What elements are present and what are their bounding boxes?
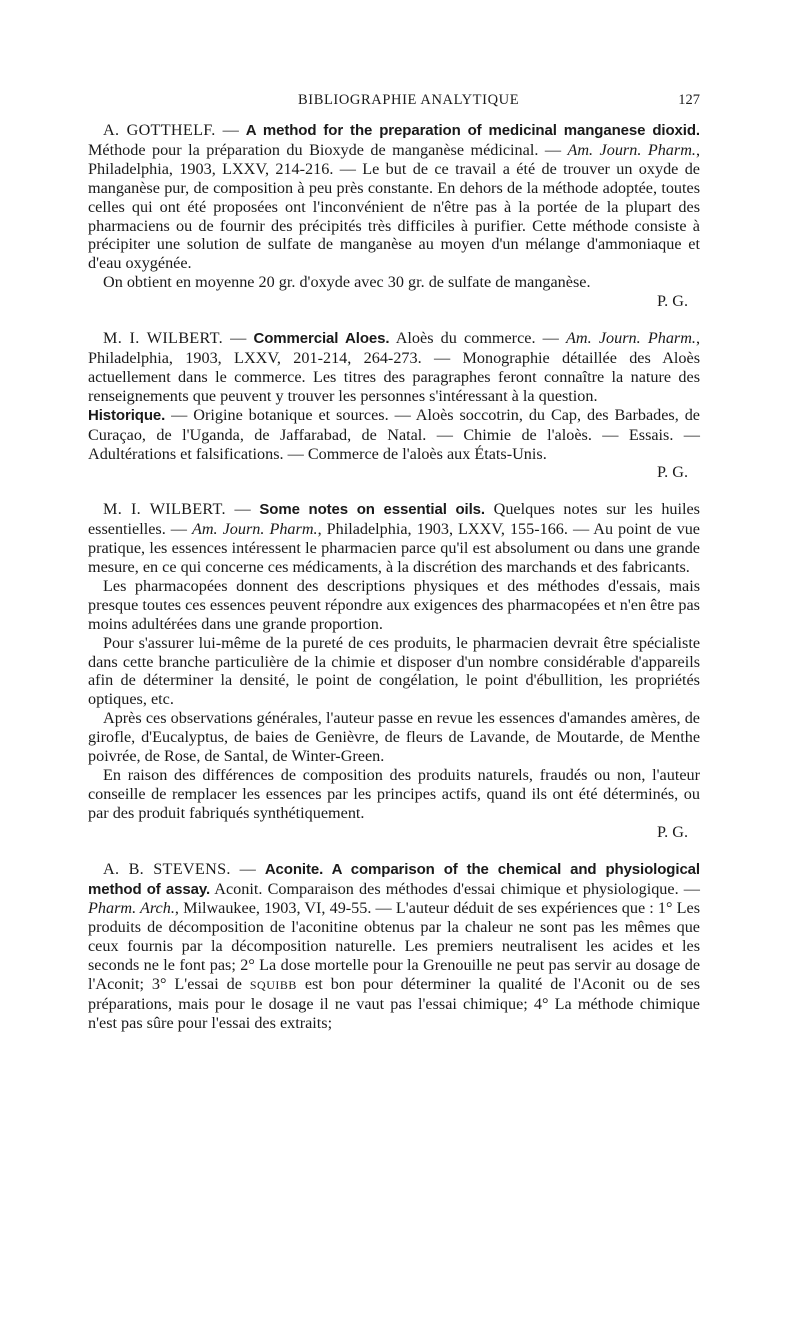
entry-signature: P. G. [656, 463, 688, 482]
entry-author: A. B. STEVENS. [103, 859, 231, 878]
entry-paragraph: A. B. STEVENS. — Aconite. A comparison of the chemical and physiological method of assay. Aconit. Comparaison des méthodes d'essai chimique et physiologique. — Pharm. Arch., Milwaukee, 1903, VI, 49-55. — L'auteur déduit de ses expériences que : 1° Les produits de décomposition de l'aconitine obtenus par la chaleur ne sont pas les mêmes que ceux fournis par la décomposition naturelle. Les premiers neutralisent les acides et les seconds ne le font pas; 2° La dose mortelle pour la Grenouille ne peut pas servir au dosage de l'Aconit; 3° L'essai de SQUIBB est bon pour déterminer la qualité de l'Aconit ou de ses préparations, mais pour le dosage il ne vaut pas l'essai chimique; 4° La méthode chimique n'est pas sûre pour l'essai des extraits; [88, 859, 700, 1032]
entry-title: Aconite. A comparison of the chemical and physiological method of assay. [88, 860, 700, 898]
running-header [88, 92, 700, 109]
entry-paragraph [88, 406, 700, 464]
entry-citation: , Philadelphia, 1903, LXXV, 155-166. — Au point de vue pratique, les essences intéressent le pharmacien parce qu'il est absolument ou dans une grande mesure, en ce qui concerne ces médicaments, à la discrétion des marchands et des fabricants. [88, 520, 700, 577]
entry-paragraph: M. I. WILBERT. — Some notes on essential oils. Quelques notes sur les huiles essentielles. — Am. Journ. Pharm., Philadelphia, 1903, LXXV, 155-166. — Au point de vue pratique, les essences intéressent le pharmacien parce qu'il est absolument ou dans une grande mesure, en ce qui concerne ces médicaments, à la discrétion des marchands et des fabricants. [88, 500, 700, 577]
entry-paragraph: On obtient en moyenne 20 gr. d'oxyde avec 30 gr. de sulfate de manganèse. [103, 273, 591, 292]
entry-title: Some notes on essential oils. [259, 501, 485, 519]
entry-paragraph: Après ces observations générales, l'auteur passe en revue les essences d'amandes amères, de girofle, d'Eucalyptus, de baies de Genièvre, de fleurs de Lavande, de Moutarde, de Menthe poivrée, de Rose, de Santal, de Winter-Green. [88, 709, 700, 766]
entry-title: Commercial Aloes. [253, 330, 390, 348]
entry-title: A method for the preparation of medicinal manganese dioxid. [245, 122, 701, 139]
bibliography-entry [88, 121, 700, 311]
entry-paragraph: Les pharmacopées donnent des descriptions physiques et des méthodes d'essais, mais presque toutes ces essences peuvent répondre aux exigences des pharmacopées et n'en être pas moins adultérées dans une grande proportion. [88, 576, 700, 633]
entry-author: M. I. WILBERT. [103, 329, 223, 348]
entry-summary: Aloès du commerce. — [389, 329, 567, 348]
section-title: Historique. [88, 406, 166, 424]
entry-citation: , Philadelphia, 1903, LXXV, 214-216. — Le but de ce travail a été de trouver un oxyde de manganèse pur, de composition à peu près constante. En dehors de la méthode adoptée, toutes celles qui ont été proposées ont l'inconvénient de n'être pas à la portée de la plupart des pharmaciens ou de fournir des précipités très difficiles à purifier. Cette méthode consiste à précipiter une solution de sulfate de manganèse au moyen d'un mélange d'ammoniaque et d'eau oxygénée. [88, 140, 700, 273]
bibliography-entry [88, 860, 700, 1033]
entry-summary: Quelques notes sur les huiles essentielles. — [88, 500, 700, 539]
entry-citation: , Philadelphia, 1903, LXXV, 201-214, 264-273. — Monographie détaillée des Aloès actuellement dans le commerce. Les titres des paragraphes feront connaître la nature des renseignements que peuvent y trouver les personnes s'intéressant à la question. [88, 329, 701, 405]
small-caps-name: SQUIBB [249, 978, 297, 993]
document-page [88, 92, 700, 1051]
section-text: — Origine botanique et sources. — Aloès soccotrin, du Cap, des Barbades, de Curaçao, de l'Uganda, de Jaffarabad, de Natal. — Chimie de l'aloès. — Essais. — Adultérations et falsifications. — Commerce de l'aloès aux États-Unis. [88, 405, 700, 463]
entry-text: est bon pour déterminer la qualité de l'Aconit ou de ses préparations, mais pour le dosage il ne vaut pas l'essai chimique; 4° La méthode chimique n'est pas sûre pour l'essai des extraits; [88, 975, 700, 1032]
entry-signature: P. G. [656, 822, 688, 841]
entry-journal: Am. Journ. Pharm. [567, 140, 696, 159]
entry-paragraph: Pour s'assurer lui-même de la pureté de ces produits, le pharmacien devrait être spécialiste dans cette branche particulière de la chimie et disposer d'un nombre considérable d'appareils afin de déterminer la densité, le point de congélation, le point d'ébullition, les propriétés optiques, etc. [88, 633, 700, 709]
bibliography-entry [88, 500, 700, 841]
entry-signature: P. G. [656, 292, 688, 311]
entry-summary: Méthode pour la préparation du Bioxyde de manganèse médicinal. — [88, 140, 568, 159]
entry-paragraph: A. GOTTHELF. — A method for the preparation of medicinal manganese dioxid. Méthode pour la préparation du Bioxyde de manganèse médicinal. — Am. Journ. Pharm., Philadelphia, 1903, LXXV, 214-216. — Le but de ce travail a été de trouver un oxyde de manganèse pur, de composition à peu près constante. En dehors de la méthode adoptée, toutes celles qui ont été proposées ont l'inconvénient de n'être pas à la portée de la plupart des pharmaciens ou de fournir des précipités très difficiles à purifier. Cette méthode consiste à précipiter une solution de sulfate de manganèse au moyen d'un mélange d'ammoniaque et d'eau oxygénée. [88, 121, 701, 273]
entry-paragraph: En raison des différences de composition des produits naturels, fraudés ou non, l'auteur conseille de remplacer les essences par les principes actifs, quand ils ont été déterminés, ou par des produit fabriqués synthétiquement. [88, 766, 700, 822]
entry-text: , Milwaukee, 1903, VI, 49-55. — L'auteur déduit de ses expériences que : 1° Les produits de décomposition de l'aconitine obtenus par la chaleur ne sont pas les mêmes que ceux fournis par la décomposition naturelle. Les premiers neutralisent les acides et les seconds ne le font pas; 2° La dose mortelle pour la Grenouille ne peut pas servir au dosage de l'Aconit; 3° L'essai de [88, 899, 700, 994]
entry-author: M. I. WILBERT. [103, 500, 226, 519]
entry-journal: Am. Journ. Pharm. [191, 520, 318, 539]
entry-author: A. GOTTHELF. [103, 121, 216, 139]
running-title: BIBLIOGRAPHIE ANALYTIQUE [298, 92, 520, 108]
entry-journal: Am. Journ. Pharm. [566, 329, 696, 348]
page-number: 127 [678, 92, 700, 108]
entry-journal: Pharm. Arch. [88, 899, 175, 918]
bibliography-entry [88, 329, 700, 482]
entry-summary: Aconit. Comparaison des méthodes d'essai chimique et physiologique. — [210, 879, 700, 898]
entry-paragraph: M. I. WILBERT. — Commercial Aloes. Aloès du commerce. — Am. Journ. Pharm., Philadelphia, 1903, LXXV, 201-214, 264-273. — Monographie détaillée des Aloès actuellement dans le commerce. Les titres des paragraphes feront connaître la nature des renseignements que peuvent y trouver les personnes s'intéressant à la question. [88, 329, 701, 405]
